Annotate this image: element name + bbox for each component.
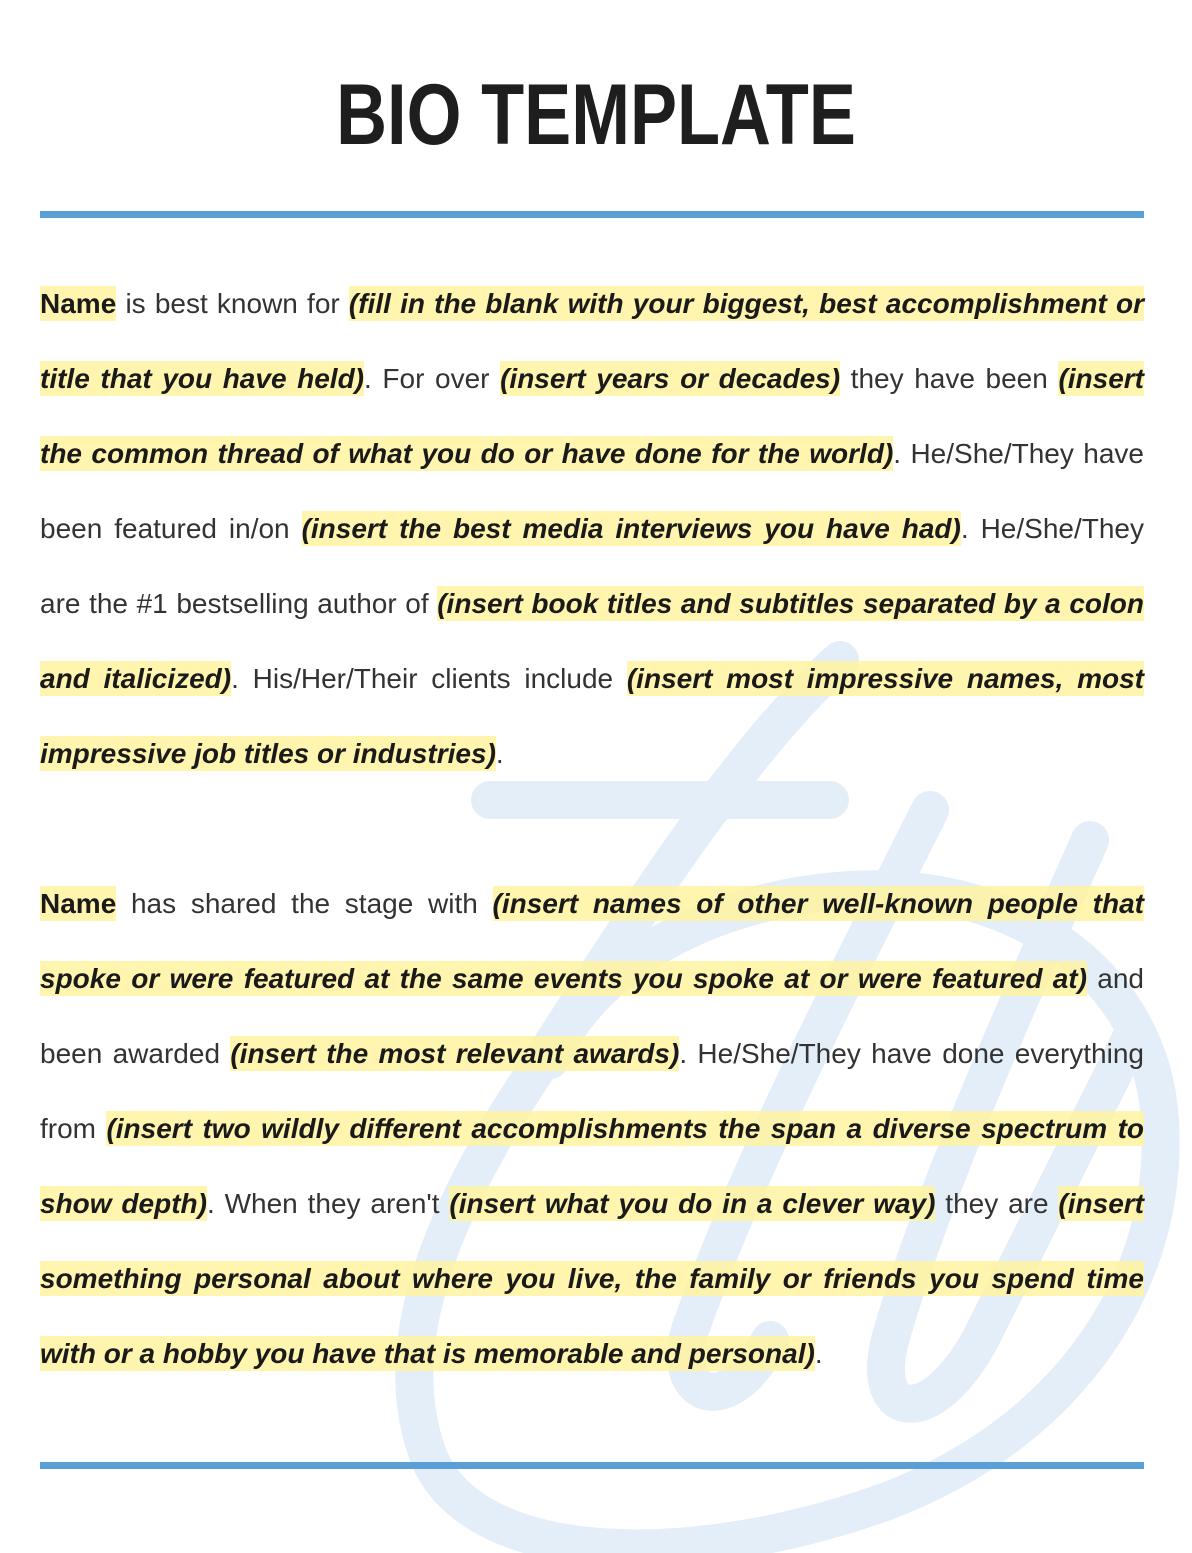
placeholder-common-thread: (insert the common thread of what you do or have done for the world)	[40, 363, 1145, 469]
placeholder-years: (insert years or decades)	[500, 363, 841, 394]
bio-text: .	[814, 1338, 823, 1369]
placeholder-accomplishments: (insert two wildly different accomplishments the span a diverse spectrum to show depth)	[40, 1113, 1145, 1219]
bio-text: . He/She/They have been featured in/on	[40, 438, 1144, 544]
bio-text: and been awarded	[40, 963, 1145, 1069]
bio-text: . When they aren't	[206, 1188, 450, 1219]
bio-text: they are	[935, 1188, 1059, 1219]
placeholder-clients: (insert most impressive names, most impressive job titles or industries)	[40, 663, 1144, 769]
placeholder-book-titles: (insert book titles and subtitles separated by a colon and italicized)	[40, 588, 1145, 694]
bio-text: has shared the stage with	[116, 888, 493, 919]
bio-text: . His/Her/Their clients include	[231, 663, 627, 694]
top-divider	[40, 211, 1144, 218]
placeholder-media: (insert the best media interviews you have had)	[301, 513, 961, 544]
placeholder-accomplishment: (fill in the blank with your biggest, best accomplishment or title that you have held)	[40, 288, 1144, 394]
placeholder-personal: (insert something personal about where you live, the family or friends you spend time with or a hobby you have that is memorable and personal)	[40, 1188, 1144, 1369]
bio-text: . He/She/They have done everything from	[40, 1038, 1144, 1144]
bio-text: they have been	[840, 363, 1059, 394]
bio-paragraph-2	[40, 866, 1144, 1391]
name-placeholder: Name	[40, 888, 117, 919]
bio-text: is best known for	[116, 288, 349, 319]
bio-text: . For over	[364, 363, 501, 394]
placeholder-awards: (insert the most relevant awards)	[230, 1038, 680, 1069]
placeholder-stage-peers: (insert names of other well-known people that spoke or were featured at the same events you spoke at or were featured at)	[40, 888, 1144, 994]
bio-text: . He/She/They are the #1 bestselling author of	[40, 513, 1144, 619]
page-title: BIO TEMPLATE	[336, 67, 856, 163]
bottom-divider	[40, 1462, 1144, 1469]
bio-text: .	[495, 738, 504, 769]
placeholder-clever-way: (insert what you do in a clever way)	[449, 1188, 936, 1219]
bio-paragraph-1	[40, 266, 1144, 791]
name-placeholder: Name	[40, 288, 117, 319]
